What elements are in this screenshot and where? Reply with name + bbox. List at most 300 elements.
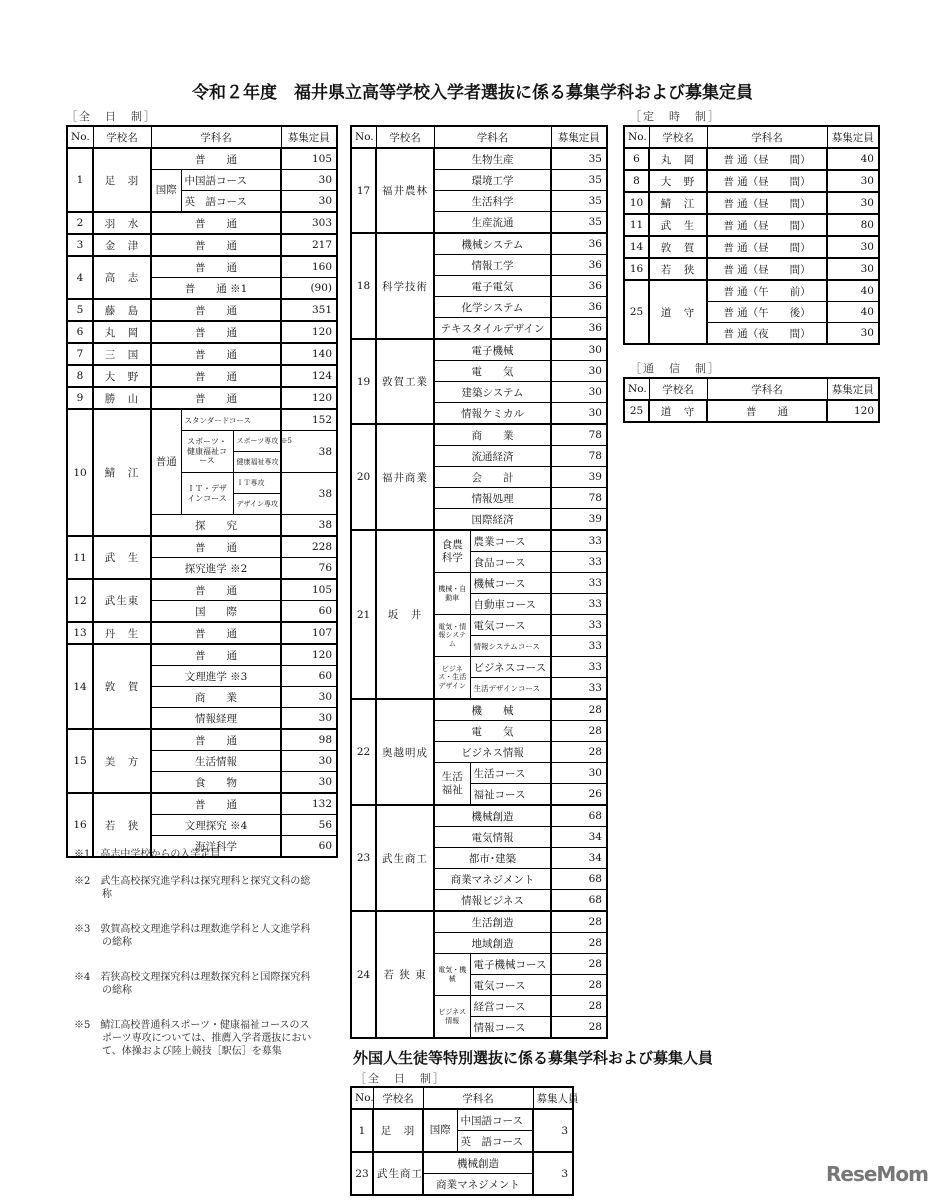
table-row bbox=[351, 148, 607, 170]
capacity: 28 bbox=[551, 1017, 607, 1039]
dept-name: 情報経理 bbox=[151, 708, 281, 730]
dept-name: 生産流通 bbox=[434, 212, 551, 234]
table-row bbox=[67, 793, 337, 815]
dept-name: 機械コース bbox=[470, 573, 551, 594]
dept-name: 普 通（昼 間） bbox=[707, 258, 827, 280]
zennichi-label: ［全 日 制］ bbox=[66, 110, 157, 123]
dept-name: 生物生産 bbox=[434, 148, 551, 170]
school-name: 武 生 bbox=[649, 214, 707, 236]
table-row bbox=[351, 805, 607, 827]
dept-name: 国 際 bbox=[151, 601, 281, 623]
capacity: 38 bbox=[281, 515, 337, 537]
school-name: 鯖 江 bbox=[93, 409, 151, 536]
dept-name: 流通経済 bbox=[434, 446, 551, 467]
school-no: 10 bbox=[67, 409, 93, 536]
dept-name: 普 通（昼 間） bbox=[707, 236, 827, 258]
dept-name: 普 通 bbox=[151, 536, 281, 558]
school-no: 1 bbox=[67, 148, 93, 212]
school-no: 16 bbox=[67, 793, 93, 857]
capacity: 40 bbox=[827, 302, 879, 323]
dept-name: 普 通 bbox=[151, 299, 281, 321]
capacity: 26 bbox=[551, 784, 607, 806]
dept-name: 都市･建築 bbox=[434, 848, 551, 869]
capacity: 120 bbox=[281, 644, 337, 666]
school-no: 14 bbox=[624, 236, 649, 258]
table-header bbox=[624, 126, 879, 148]
dept-name: 普 通 bbox=[151, 256, 281, 278]
tsushin-label: ［通 信 制］ bbox=[630, 362, 721, 375]
footnote: ※1 高志中学校からの入学定員 bbox=[74, 849, 221, 860]
capacity: (90) bbox=[281, 278, 337, 300]
dept-name: 生活科学 bbox=[434, 191, 551, 212]
capacity: 105 bbox=[281, 148, 337, 170]
school-name: 武 生 bbox=[93, 536, 151, 579]
capacity: 40 bbox=[827, 280, 879, 302]
dept-name: 商 業 bbox=[434, 424, 551, 446]
capacity: 38 bbox=[281, 431, 337, 473]
school-no: 25 bbox=[624, 400, 649, 422]
dept-name: 環境工学 bbox=[434, 170, 551, 191]
dept-name: 普 通 bbox=[151, 793, 281, 815]
header-school: 学校名 bbox=[649, 126, 707, 148]
table-row bbox=[351, 1152, 573, 1174]
capacity: 30 bbox=[827, 323, 879, 345]
dept-name: 機械システム bbox=[434, 233, 551, 255]
capacity: 351 bbox=[281, 299, 337, 321]
school-no: 1 bbox=[351, 1109, 373, 1152]
dept-name: 普 通 bbox=[151, 579, 281, 601]
capacity: 30 bbox=[827, 170, 879, 192]
zennichi-table-left bbox=[66, 125, 338, 858]
dept-name: 化学システム bbox=[434, 297, 551, 318]
dept-name: 国際経済 bbox=[434, 509, 551, 531]
capacity: 33 bbox=[551, 594, 607, 615]
capacity: 105 bbox=[281, 579, 337, 601]
school-no: 6 bbox=[624, 148, 649, 170]
capacity: 38 bbox=[281, 473, 337, 515]
school-no: 15 bbox=[67, 729, 93, 793]
header-no: No. bbox=[624, 126, 649, 148]
capacity: 152 bbox=[281, 409, 337, 431]
capacity: 30 bbox=[281, 170, 337, 191]
foreign-table bbox=[350, 1086, 579, 1196]
header-no: No. bbox=[67, 126, 93, 148]
dept-group: 機械・自動車 bbox=[434, 573, 470, 615]
major-name: スポーツ専攻 ※5 bbox=[233, 431, 281, 452]
school-no: 19 bbox=[351, 339, 376, 424]
table-row bbox=[351, 424, 607, 446]
dept-name: 普 通（昼 間） bbox=[707, 192, 827, 214]
school-no: 6 bbox=[67, 321, 93, 343]
capacity: 33 bbox=[551, 678, 607, 700]
capacity: 3 bbox=[533, 1109, 573, 1152]
capacity: 30 bbox=[281, 772, 337, 794]
school-no: 20 bbox=[351, 424, 376, 530]
footnotes bbox=[74, 848, 314, 1072]
dept-name: 普 通 bbox=[151, 644, 281, 666]
dept-name: 普 通（夜 間） bbox=[707, 323, 827, 345]
school-name: 敦 賀 bbox=[93, 644, 151, 729]
dept-name: 普 通 bbox=[151, 321, 281, 343]
table-row bbox=[624, 214, 879, 236]
header-subject: 学科名 bbox=[707, 126, 827, 148]
dept-group: 電気・機械 bbox=[434, 954, 470, 996]
school-no: 3 bbox=[67, 234, 93, 256]
table-header bbox=[624, 378, 879, 400]
header-school: 学校名 bbox=[376, 126, 434, 148]
school-name: 武生商工 bbox=[376, 805, 434, 911]
header-capacity: 募集定員 bbox=[827, 126, 879, 148]
dept-name: 会 計 bbox=[434, 467, 551, 488]
school-name: 丹 生 bbox=[93, 622, 151, 644]
dept-name: 商業マネジメント bbox=[434, 869, 551, 890]
dept-name: 情報ビジネス bbox=[434, 890, 551, 912]
capacity: 39 bbox=[551, 509, 607, 531]
capacity: 36 bbox=[551, 233, 607, 255]
dept-name: 電気コース bbox=[470, 615, 551, 636]
dept-name: 普 通（昼 間） bbox=[707, 148, 827, 170]
table-row bbox=[624, 148, 879, 170]
page-title: 令和２年度 福井県立高等学校入学者選抜に係る募集学科および募集定員 bbox=[192, 83, 753, 103]
dept-name: 食品コース bbox=[470, 552, 551, 573]
capacity: 34 bbox=[551, 827, 607, 848]
table-row bbox=[351, 699, 607, 721]
capacity: 30 bbox=[551, 403, 607, 425]
dept-group: 生活福祉 bbox=[434, 763, 470, 806]
school-no: 14 bbox=[67, 644, 93, 729]
capacity: 30 bbox=[281, 751, 337, 772]
school-no: 17 bbox=[351, 148, 376, 233]
header-no: No. bbox=[351, 126, 376, 148]
dept-name: 普 通 bbox=[151, 622, 281, 644]
header-subject: 学科名 bbox=[151, 126, 281, 148]
header-subject: 学科名 bbox=[707, 378, 827, 400]
table-row bbox=[624, 236, 879, 258]
school-name: 足 羽 bbox=[93, 148, 151, 212]
header-subject: 学科名 bbox=[423, 1087, 533, 1109]
capacity: 60 bbox=[281, 666, 337, 687]
capacity: 36 bbox=[551, 255, 607, 276]
capacity: 33 bbox=[551, 636, 607, 657]
capacity: 34 bbox=[551, 848, 607, 869]
school-name: 武生東 bbox=[93, 579, 151, 622]
dept-name: 電子機械 bbox=[434, 339, 551, 361]
footnote: ※3 敦賀高校文理進学科は理数進学科と人文進学科の総称 bbox=[74, 924, 311, 948]
table-row bbox=[67, 321, 337, 343]
teiji-label: ［定 時 制］ bbox=[630, 110, 721, 123]
table-row bbox=[351, 530, 607, 552]
table-row bbox=[67, 234, 337, 256]
capacity: 120 bbox=[281, 321, 337, 343]
dept-group: 国際 bbox=[423, 1109, 457, 1152]
capacity: 217 bbox=[281, 234, 337, 256]
dept-name: 普 通 bbox=[151, 343, 281, 365]
header-school: 学校名 bbox=[93, 126, 151, 148]
capacity: 120 bbox=[281, 387, 337, 409]
dept-name: 普 通 bbox=[151, 365, 281, 387]
school-no: 11 bbox=[67, 536, 93, 579]
table-row bbox=[624, 192, 879, 214]
tsushin-table bbox=[623, 377, 880, 423]
capacity: 228 bbox=[281, 536, 337, 558]
dept-name: 機械創造 bbox=[434, 805, 551, 827]
capacity: 28 bbox=[551, 954, 607, 975]
table-header bbox=[351, 126, 607, 148]
dept-name: 中国語コース bbox=[457, 1109, 533, 1131]
school-name: 三 国 bbox=[93, 343, 151, 365]
header-capacity: 募集定員 bbox=[281, 126, 337, 148]
school-name: 道 守 bbox=[649, 400, 707, 422]
table-row bbox=[351, 911, 607, 933]
table-row bbox=[67, 148, 337, 170]
capacity: 78 bbox=[551, 488, 607, 509]
major-name: 健康福祉専攻 bbox=[233, 452, 281, 473]
school-name: 武生商工 bbox=[373, 1152, 423, 1195]
capacity: 33 bbox=[551, 552, 607, 573]
school-no: 4 bbox=[67, 256, 93, 299]
capacity: 30 bbox=[551, 763, 607, 784]
table-row bbox=[624, 280, 879, 302]
school-no: 23 bbox=[351, 805, 376, 911]
school-name: 大 野 bbox=[93, 365, 151, 387]
school-name: 若 狭 bbox=[93, 793, 151, 857]
school-no: 2 bbox=[67, 212, 93, 234]
dept-name: 生活デザインコース bbox=[470, 678, 551, 700]
school-no: 23 bbox=[351, 1152, 373, 1195]
teiji-table bbox=[623, 125, 880, 345]
capacity: 30 bbox=[551, 382, 607, 403]
capacity: 33 bbox=[551, 530, 607, 552]
table-header bbox=[351, 1087, 573, 1109]
table-row bbox=[67, 212, 337, 234]
capacity: 3 bbox=[533, 1152, 573, 1195]
dept-name: 食 物 bbox=[151, 772, 281, 794]
capacity: 140 bbox=[281, 343, 337, 365]
dept-name: 生活コース bbox=[470, 763, 551, 784]
header-school: 学校名 bbox=[649, 378, 707, 400]
course-name: スポーツ・健康福祉コース bbox=[181, 431, 233, 473]
capacity: 28 bbox=[551, 996, 607, 1017]
dept-name: 地域創造 bbox=[434, 933, 551, 954]
dept-name: 普 通（昼 間） bbox=[707, 170, 827, 192]
capacity: 30 bbox=[827, 192, 879, 214]
dept-name: 生活情報 bbox=[151, 751, 281, 772]
dept-name: 生活創造 bbox=[434, 911, 551, 933]
school-no: 5 bbox=[67, 299, 93, 321]
school-no: 8 bbox=[624, 170, 649, 192]
dept-name: 情報ケミカル bbox=[434, 403, 551, 425]
school-name: 奥越明成 bbox=[376, 699, 434, 805]
header-no: No. bbox=[351, 1087, 373, 1109]
school-no: 24 bbox=[351, 911, 376, 1038]
dept-name: 商 業 bbox=[151, 687, 281, 708]
capacity: 107 bbox=[281, 622, 337, 644]
school-no: 21 bbox=[351, 530, 376, 699]
dept-group: ビジネス・生活デザイン bbox=[434, 657, 470, 700]
dept-name: 福祉コース bbox=[470, 784, 551, 806]
table-row bbox=[67, 536, 337, 558]
capacity: 40 bbox=[827, 148, 879, 170]
table-row bbox=[67, 256, 337, 278]
capacity: 35 bbox=[551, 191, 607, 212]
capacity: 33 bbox=[551, 573, 607, 594]
school-no: 7 bbox=[67, 343, 93, 365]
school-name: 勝 山 bbox=[93, 387, 151, 409]
header-capacity: 募集定員 bbox=[551, 126, 607, 148]
school-no: 12 bbox=[67, 579, 93, 622]
school-name: 丸 岡 bbox=[93, 321, 151, 343]
school-name: 金 津 bbox=[93, 234, 151, 256]
school-name: 道 守 bbox=[649, 280, 707, 344]
dept-name: 機 械 bbox=[434, 699, 551, 721]
capacity: 30 bbox=[281, 708, 337, 730]
dept-name: 商業マネジメント bbox=[423, 1174, 533, 1196]
capacity: 303 bbox=[281, 212, 337, 234]
capacity: 120 bbox=[827, 400, 879, 422]
table-row bbox=[624, 258, 879, 280]
capacity: 68 bbox=[551, 869, 607, 890]
table-row bbox=[67, 622, 337, 644]
school-name: 羽 水 bbox=[93, 212, 151, 234]
capacity: 160 bbox=[281, 256, 337, 278]
capacity: 39 bbox=[551, 467, 607, 488]
dept-name: 電子機械コース bbox=[470, 954, 551, 975]
capacity: 30 bbox=[281, 191, 337, 213]
table-row bbox=[351, 339, 607, 361]
footnote: ※4 若狭高校文理探究科は理数探究科と国際探究科の総称 bbox=[74, 972, 311, 996]
dept-name: 電気コース bbox=[470, 975, 551, 996]
dept-name: 情報工学 bbox=[434, 255, 551, 276]
capacity: 60 bbox=[281, 836, 337, 858]
dept-name: ビジネス情報 bbox=[434, 742, 551, 763]
capacity: 28 bbox=[551, 975, 607, 996]
major-name: ＩＴ専攻 bbox=[233, 473, 281, 494]
school-name: 坂 井 bbox=[376, 530, 434, 699]
dept-name: 電気情報 bbox=[434, 827, 551, 848]
dept-name: 普 通 bbox=[151, 148, 281, 170]
school-no: 22 bbox=[351, 699, 376, 805]
capacity: 28 bbox=[551, 721, 607, 742]
school-name: 鯖 江 bbox=[649, 192, 707, 214]
table-row bbox=[624, 170, 879, 192]
dept-name: 英 語コース bbox=[457, 1131, 533, 1153]
capacity: 35 bbox=[551, 170, 607, 191]
school-name: 美 方 bbox=[93, 729, 151, 793]
header-school: 学校名 bbox=[373, 1087, 423, 1109]
header-subject: 学科名 bbox=[434, 126, 551, 148]
capacity: 30 bbox=[281, 687, 337, 708]
table-row bbox=[624, 400, 879, 422]
school-no: 18 bbox=[351, 233, 376, 339]
dept-name: 文理探究 ※4 bbox=[151, 815, 281, 836]
capacity: 28 bbox=[551, 911, 607, 933]
dept-name: 農業コース bbox=[470, 530, 551, 552]
capacity: 28 bbox=[551, 933, 607, 954]
table-header bbox=[67, 126, 337, 148]
table-row bbox=[351, 1109, 573, 1131]
table-row bbox=[67, 343, 337, 365]
capacity: 28 bbox=[551, 699, 607, 721]
dept-name: 海洋科学 bbox=[151, 836, 281, 858]
dept-name: 情報コース bbox=[470, 1017, 551, 1039]
capacity: 36 bbox=[551, 297, 607, 318]
major-name: デザイン専攻 bbox=[233, 494, 281, 515]
capacity: 60 bbox=[281, 601, 337, 623]
header-no: No. bbox=[624, 378, 649, 400]
capacity: 30 bbox=[827, 236, 879, 258]
dept-name: 普 通 bbox=[151, 387, 281, 409]
dept-name: 自動車コース bbox=[470, 594, 551, 615]
capacity: 30 bbox=[551, 361, 607, 382]
dept-name: 探究進学 ※2 bbox=[151, 558, 281, 580]
capacity: 28 bbox=[551, 742, 607, 763]
capacity: 132 bbox=[281, 793, 337, 815]
school-name: 大 野 bbox=[649, 170, 707, 192]
capacity: 124 bbox=[281, 365, 337, 387]
dept-name: 中国語コース bbox=[181, 170, 281, 191]
dept-name: 電 気 bbox=[434, 361, 551, 382]
dept-name: 普 通（昼 間） bbox=[707, 214, 827, 236]
school-name: 若 狭 bbox=[649, 258, 707, 280]
foreign-label: ［全 日 制］ bbox=[355, 1072, 446, 1085]
header-capacity: 募集定員 bbox=[827, 378, 879, 400]
school-no: 11 bbox=[624, 214, 649, 236]
school-name: 若 狭 東 bbox=[376, 911, 434, 1038]
school-name: 敦賀工業 bbox=[376, 339, 434, 424]
dept-name: 普 通 bbox=[151, 729, 281, 751]
table-row bbox=[67, 387, 337, 409]
dept-name: 情報処理 bbox=[434, 488, 551, 509]
dept-group: 電気・情報システム bbox=[434, 615, 470, 657]
dept-name: 英 語コース bbox=[181, 191, 281, 213]
table-row bbox=[67, 299, 337, 321]
capacity: 30 bbox=[827, 258, 879, 280]
dept-name: テキスタイルデザイン bbox=[434, 318, 551, 340]
capacity: 76 bbox=[281, 558, 337, 580]
header-capacity: 募集人員 bbox=[533, 1087, 573, 1109]
table-row bbox=[67, 409, 337, 431]
dept-name: 機械創造 bbox=[423, 1152, 533, 1174]
table-row bbox=[67, 644, 337, 666]
capacity: 80 bbox=[827, 214, 879, 236]
dept-name: 普 通 ※1 bbox=[151, 278, 281, 300]
dept-name: 普 通（午 前） bbox=[707, 280, 827, 302]
dept-group: 食農科学 bbox=[434, 530, 470, 573]
dept-group: 国際 bbox=[151, 170, 181, 213]
capacity: 68 bbox=[551, 805, 607, 827]
capacity: 68 bbox=[551, 890, 607, 912]
dept-name: スタンダードコース bbox=[181, 409, 281, 431]
dept-name: 普 通 bbox=[707, 400, 827, 422]
dept-name: 経営コース bbox=[470, 996, 551, 1017]
school-no: 16 bbox=[624, 258, 649, 280]
dept-group: ビジネス情報 bbox=[434, 996, 470, 1039]
school-no: 13 bbox=[67, 622, 93, 644]
school-no: 10 bbox=[624, 192, 649, 214]
dept-name: 探 究 bbox=[151, 515, 281, 537]
footnote: ※5 鯖江高校普通科スポーツ・健康福祉コースのスポーツ専攻については、推薦入学者選抜において、体操および陸上競技［駅伝］を募集 bbox=[74, 1020, 312, 1057]
school-no: 9 bbox=[67, 387, 93, 409]
capacity: 78 bbox=[551, 446, 607, 467]
table-row bbox=[67, 365, 337, 387]
zennichi-table-middle bbox=[350, 125, 608, 1039]
dept-name: 文理進学 ※3 bbox=[151, 666, 281, 687]
capacity: 33 bbox=[551, 657, 607, 678]
foreign-title: 外国人生徒等特別選抜に係る募集学科および募集人員 bbox=[353, 1049, 714, 1067]
capacity: 30 bbox=[551, 339, 607, 361]
capacity: 36 bbox=[551, 318, 607, 340]
school-name: 藤 島 bbox=[93, 299, 151, 321]
